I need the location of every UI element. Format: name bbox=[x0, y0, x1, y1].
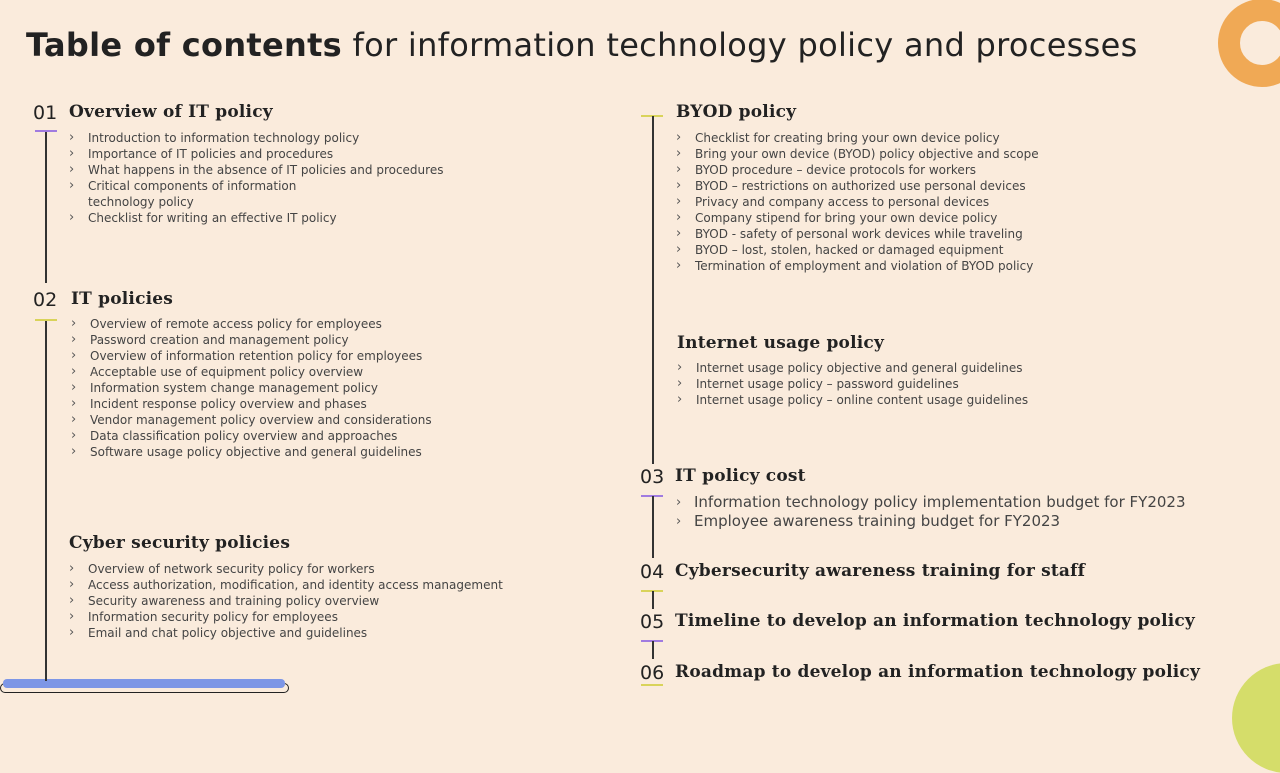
timeline-line-05 bbox=[652, 641, 654, 659]
section-heading-02[interactable]: IT policies bbox=[71, 289, 174, 309]
section-list-02 bbox=[71, 316, 432, 460]
list-item: › Privacy and company access to personal devices bbox=[676, 194, 1039, 210]
list-item: › Termination of employment and violation of BYOD policy bbox=[676, 258, 1039, 274]
list-item-text: Critical components of information bbox=[88, 179, 297, 193]
timeline-tick-06 bbox=[641, 684, 663, 686]
list-item: › Internet usage policy – password guidelines bbox=[677, 376, 1028, 392]
section-heading-04[interactable]: Cybersecurity awareness training for staff bbox=[675, 561, 1086, 581]
section-number-01: 01 bbox=[33, 102, 58, 124]
byod-heading[interactable]: BYOD policy bbox=[676, 102, 797, 122]
list-item: › Password creation and management policy bbox=[71, 332, 432, 348]
section-heading-01[interactable]: Overview of IT policy bbox=[69, 102, 273, 122]
list-item: › Internet usage policy objective and general guidelines bbox=[677, 360, 1028, 376]
list-item: › BYOD – lost, stolen, hacked or damaged equipment bbox=[676, 242, 1039, 258]
orange-ring-decoration bbox=[1218, 0, 1280, 87]
timeline-tick-01 bbox=[35, 130, 57, 132]
internet-usage-heading[interactable]: Internet usage policy bbox=[677, 333, 885, 353]
list-item: › Incident response policy overview and phases bbox=[71, 396, 432, 412]
byod-list bbox=[676, 130, 1039, 274]
list-item: › Internet usage policy – online content usage guidelines bbox=[677, 392, 1028, 408]
list-item: › Data classification policy overview and approaches bbox=[71, 428, 432, 444]
list-item: › Checklist for creating bring your own device policy bbox=[676, 130, 1039, 146]
list-item: › Overview of network security policy for workers bbox=[69, 561, 503, 577]
list-item: › Acceptable use of equipment policy overview bbox=[71, 364, 432, 380]
page-title-bold: Table of contents bbox=[26, 26, 343, 64]
list-item: › Introduction to information technology policy bbox=[69, 130, 443, 146]
list-item: › Employee awareness training budget for FY2023 bbox=[676, 512, 1186, 531]
section-heading-06[interactable]: Roadmap to develop an information technology policy bbox=[675, 662, 1201, 682]
list-item: › Security awareness and training policy overview bbox=[69, 593, 503, 609]
internet-usage-list bbox=[677, 360, 1028, 408]
list-item: › Checklist for writing an effective IT policy bbox=[69, 210, 443, 226]
section-number-04: 04 bbox=[640, 561, 665, 583]
section-number-02: 02 bbox=[33, 289, 58, 311]
timeline-line-03 bbox=[652, 496, 654, 558]
timeline-line-01 bbox=[45, 131, 47, 283]
section-number-05: 05 bbox=[640, 611, 665, 633]
list-item: › What happens in the absence of IT policies and procedures bbox=[69, 162, 443, 178]
section-list-03 bbox=[676, 493, 1186, 531]
list-item-continuation: technology policy bbox=[88, 195, 194, 209]
list-item: › Email and chat policy objective and guidelines bbox=[69, 625, 503, 641]
list-item: › Bring your own device (BYOD) policy objective and scope bbox=[676, 146, 1039, 162]
list-item: › Information system change management policy bbox=[71, 380, 432, 396]
section-number-06: 06 bbox=[640, 662, 665, 684]
section-list-01 bbox=[69, 130, 443, 226]
section-number-03: 03 bbox=[640, 466, 665, 488]
list-item: › BYOD procedure – device protocols for workers bbox=[676, 162, 1039, 178]
section-heading-03[interactable]: IT policy cost bbox=[675, 466, 806, 486]
list-item: › Overview of information retention policy for employees bbox=[71, 348, 432, 364]
list-item: › BYOD - safety of personal work devices while traveling bbox=[676, 226, 1039, 242]
cyber-security-heading[interactable]: Cyber security policies bbox=[69, 533, 291, 553]
page-title-rest: for information technology policy and processes bbox=[352, 26, 1138, 64]
list-item: › Vendor management policy overview and considerations bbox=[71, 412, 432, 428]
list-item: › Access authorization, modification, and identity access management bbox=[69, 577, 503, 593]
bottom-bar-decoration bbox=[0, 683, 289, 693]
list-item: › Information security policy for employees bbox=[69, 609, 503, 625]
list-item: › BYOD – restrictions on authorized use personal devices bbox=[676, 178, 1039, 194]
list-item: › Software usage policy objective and general guidelines bbox=[71, 444, 432, 460]
list-item: › Company stipend for bring your own device policy bbox=[676, 210, 1039, 226]
page-title bbox=[26, 26, 1138, 64]
list-item: › Information technology policy implementation budget for FY2023 bbox=[676, 493, 1186, 512]
timeline-line-02 bbox=[45, 320, 47, 681]
list-item: › Overview of remote access policy for employees bbox=[71, 316, 432, 332]
green-circle-decoration bbox=[1232, 663, 1280, 773]
list-item: › Importance of IT policies and procedures bbox=[69, 146, 443, 162]
section-heading-05[interactable]: Timeline to develop an information technology policy bbox=[675, 611, 1196, 631]
cyber-security-list bbox=[69, 561, 503, 641]
list-item bbox=[69, 178, 443, 210]
timeline-line-byod bbox=[652, 116, 654, 464]
timeline-line-04 bbox=[652, 591, 654, 609]
timeline-tick-02 bbox=[35, 319, 57, 321]
